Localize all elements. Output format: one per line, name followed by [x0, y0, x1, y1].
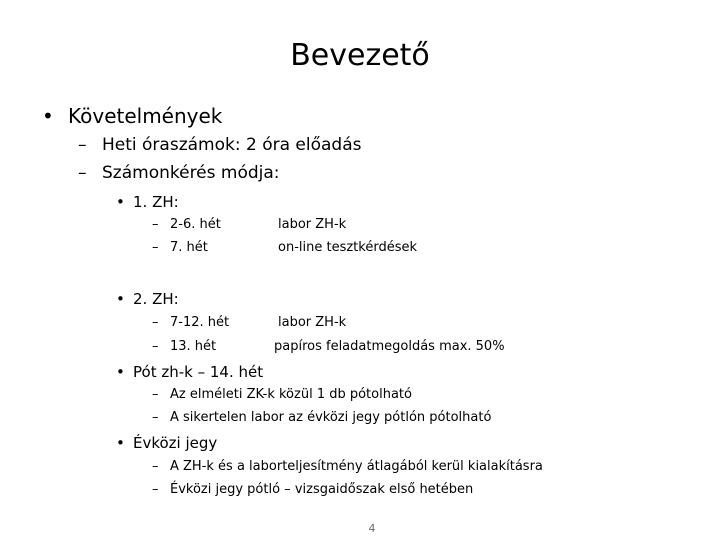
bullet-kovetelmenyek: Követelmények — [68, 104, 223, 128]
page-number: 4 — [368, 522, 376, 535]
slide-title: Bevezető — [290, 38, 430, 73]
zh2-desc-1: labor ZH-k — [278, 315, 347, 330]
bullet-dot: • — [42, 104, 54, 128]
bullet-dot: • — [116, 193, 125, 211]
bullet-dot: • — [116, 290, 125, 308]
bullet-pot-zh: Pót zh-k – 14. hét — [133, 363, 264, 381]
pot-item-2: A sikertelen labor az évközi jegy pótlón pótolható — [170, 410, 492, 425]
bullet-dash: – — [78, 163, 87, 183]
bullet-dash: – — [152, 217, 159, 232]
bullet-dash: – — [152, 410, 159, 425]
zh1-desc-1: labor ZH-k — [278, 217, 347, 232]
evkozi-item-1: A ZH-k és a laborteljesítmény átlagából kerül kialakításra — [170, 459, 543, 474]
pot-item-1: Az elméleti ZK-k közül 1 db pótolható — [170, 387, 412, 402]
bullet-dash: – — [152, 387, 159, 402]
bullet-zh1: 1. ZH: — [133, 193, 179, 211]
evkozi-item-2: Évközi jegy pótló – vizsgaidőszak első hetében — [170, 482, 474, 497]
zh2-week-1: 7-12. hét — [170, 315, 230, 330]
zh1-week-2: 7. hét — [170, 240, 208, 255]
zh2-desc-2: papíros feladatmegoldás max. 50% — [274, 339, 505, 354]
bullet-dash: – — [78, 135, 87, 155]
bullet-dash: – — [152, 315, 159, 330]
bullet-heti-oraszamok: Heti óraszámok: 2 óra előadás — [102, 135, 362, 155]
zh2-week-2: 13. hét — [170, 339, 217, 354]
bullet-dash: – — [152, 459, 159, 474]
bullet-dash: – — [152, 482, 159, 497]
bullet-evkozi-jegy: Évközi jegy — [133, 434, 218, 452]
bullet-szamonkeres-modja: Számonkérés módja: — [102, 163, 280, 183]
zh1-desc-2: on-line tesztkérdések — [278, 240, 417, 255]
bullet-dash: – — [152, 240, 159, 255]
bullet-zh2: 2. ZH: — [133, 290, 179, 308]
zh1-week-1: 2-6. hét — [170, 217, 221, 232]
bullet-dot: • — [116, 434, 125, 452]
bullet-dash: – — [152, 339, 159, 354]
bullet-dot: • — [116, 363, 125, 381]
